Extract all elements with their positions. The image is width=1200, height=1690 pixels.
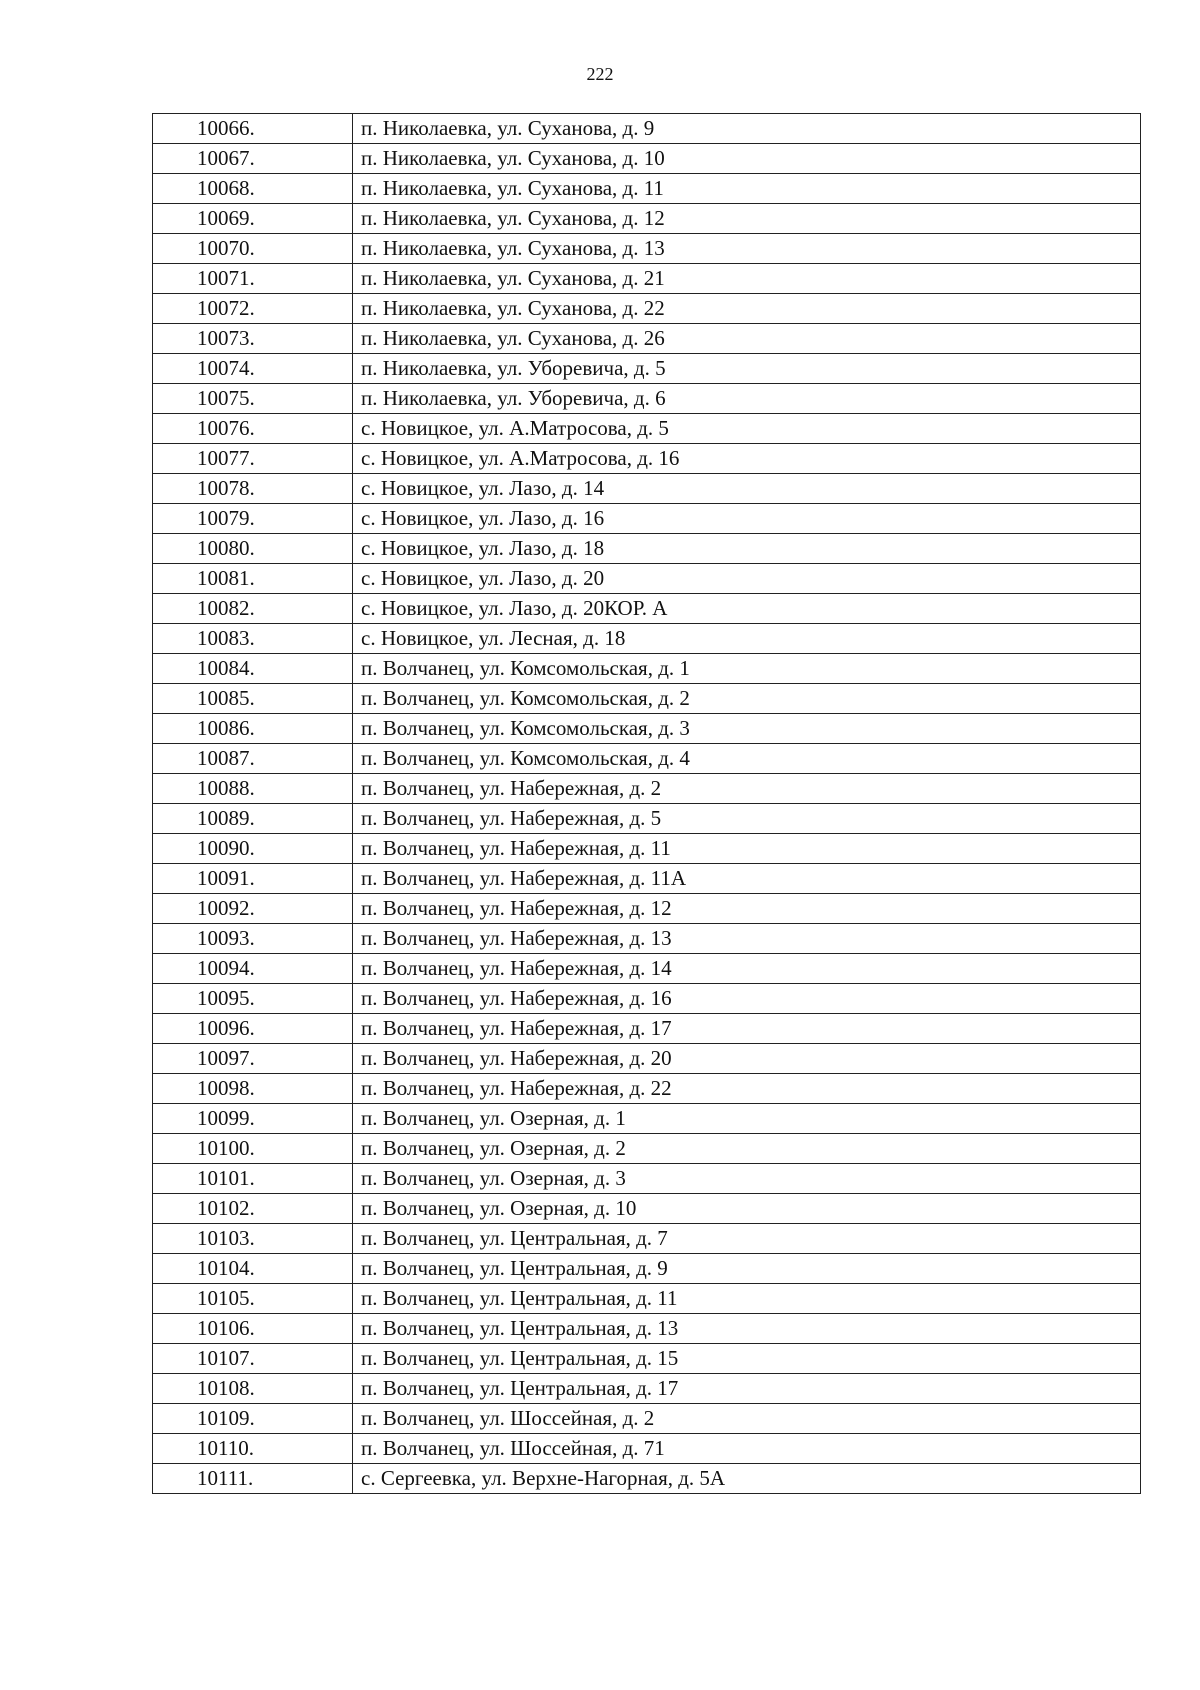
row-number-cell: 10074. — [153, 354, 353, 384]
table-row — [153, 1104, 1141, 1134]
row-number-cell: 10093. — [153, 924, 353, 954]
address-cell: п. Волчанец, ул. Шоссейная, д. 2 — [353, 1404, 1141, 1434]
row-number-cell: 10070. — [153, 234, 353, 264]
address-cell: п. Волчанец, ул. Озерная, д. 3 — [353, 1164, 1141, 1194]
table-row — [153, 654, 1141, 684]
address-cell: п. Николаевка, ул. Суханова, д. 12 — [353, 204, 1141, 234]
row-number-cell: 10105. — [153, 1284, 353, 1314]
address-cell: п. Волчанец, ул. Комсомольская, д. 4 — [353, 744, 1141, 774]
address-table — [152, 113, 1141, 1494]
row-number-cell: 10100. — [153, 1134, 353, 1164]
table-row — [153, 1074, 1141, 1104]
table-row — [153, 1314, 1141, 1344]
row-number-cell: 10091. — [153, 864, 353, 894]
table-row — [153, 264, 1141, 294]
table-row — [153, 534, 1141, 564]
address-cell: п. Николаевка, ул. Суханова, д. 26 — [353, 324, 1141, 354]
address-cell: с. Сергеевка, ул. Верхне-Нагорная, д. 5А — [353, 1464, 1141, 1494]
address-cell: п. Волчанец, ул. Набережная, д. 5 — [353, 804, 1141, 834]
row-number-cell: 10104. — [153, 1254, 353, 1284]
table-row — [153, 924, 1141, 954]
table-row — [153, 474, 1141, 504]
table-row — [153, 564, 1141, 594]
table-row — [153, 414, 1141, 444]
table-row — [153, 384, 1141, 414]
row-number-cell: 10095. — [153, 984, 353, 1014]
address-cell: с. Новицкое, ул. А.Матросова, д. 16 — [353, 444, 1141, 474]
row-number-cell: 10098. — [153, 1074, 353, 1104]
address-cell: п. Волчанец, ул. Набережная, д. 13 — [353, 924, 1141, 954]
address-cell: с. Новицкое, ул. А.Матросова, д. 5 — [353, 414, 1141, 444]
address-cell: п. Волчанец, ул. Набережная, д. 17 — [353, 1014, 1141, 1044]
row-number-cell: 10066. — [153, 114, 353, 144]
address-cell: с. Новицкое, ул. Лазо, д. 18 — [353, 534, 1141, 564]
address-cell: п. Волчанец, ул. Центральная, д. 17 — [353, 1374, 1141, 1404]
row-number-cell: 10080. — [153, 534, 353, 564]
row-number-cell: 10073. — [153, 324, 353, 354]
address-cell: п. Волчанец, ул. Центральная, д. 15 — [353, 1344, 1141, 1374]
address-cell: п. Волчанец, ул. Шоссейная, д. 71 — [353, 1434, 1141, 1464]
row-number-cell: 10092. — [153, 894, 353, 924]
address-cell: с. Новицкое, ул. Лазо, д. 16 — [353, 504, 1141, 534]
row-number-cell: 10075. — [153, 384, 353, 414]
address-cell: п. Волчанец, ул. Набережная, д. 11А — [353, 864, 1141, 894]
table-row — [153, 114, 1141, 144]
row-number-cell: 10087. — [153, 744, 353, 774]
table-row — [153, 894, 1141, 924]
table-row — [153, 294, 1141, 324]
row-number-cell: 10068. — [153, 174, 353, 204]
table-row — [153, 504, 1141, 534]
address-cell: п. Николаевка, ул. Уборевича, д. 5 — [353, 354, 1141, 384]
table-row — [153, 834, 1141, 864]
address-cell: п. Николаевка, ул. Суханова, д. 11 — [353, 174, 1141, 204]
address-cell: п. Николаевка, ул. Суханова, д. 10 — [353, 144, 1141, 174]
row-number-cell: 10079. — [153, 504, 353, 534]
table-row — [153, 1284, 1141, 1314]
table-row — [153, 1464, 1141, 1494]
row-number-cell: 10110. — [153, 1434, 353, 1464]
table-row — [153, 144, 1141, 174]
row-number-cell: 10078. — [153, 474, 353, 504]
address-cell: с. Новицкое, ул. Лазо, д. 20КОР. А — [353, 594, 1141, 624]
address-table-body — [153, 114, 1141, 1494]
row-number-cell: 10067. — [153, 144, 353, 174]
table-row — [153, 1134, 1141, 1164]
address-cell: п. Волчанец, ул. Озерная, д. 2 — [353, 1134, 1141, 1164]
row-number-cell: 10106. — [153, 1314, 353, 1344]
row-number-cell: 10085. — [153, 684, 353, 714]
row-number-cell: 10076. — [153, 414, 353, 444]
table-row — [153, 1344, 1141, 1374]
row-number-cell: 10086. — [153, 714, 353, 744]
table-row — [153, 744, 1141, 774]
table-row — [153, 1044, 1141, 1074]
address-cell: п. Волчанец, ул. Набережная, д. 2 — [353, 774, 1141, 804]
address-cell: п. Николаевка, ул. Суханова, д. 9 — [353, 114, 1141, 144]
address-cell: п. Волчанец, ул. Центральная, д. 13 — [353, 1314, 1141, 1344]
table-row — [153, 1434, 1141, 1464]
row-number-cell: 10108. — [153, 1374, 353, 1404]
row-number-cell: 10081. — [153, 564, 353, 594]
row-number-cell: 10088. — [153, 774, 353, 804]
address-cell: п. Волчанец, ул. Центральная, д. 9 — [353, 1254, 1141, 1284]
table-row — [153, 204, 1141, 234]
address-cell: с. Новицкое, ул. Лазо, д. 20 — [353, 564, 1141, 594]
table-row — [153, 714, 1141, 744]
row-number-cell: 10111. — [153, 1464, 353, 1494]
address-cell: п. Волчанец, ул. Набережная, д. 14 — [353, 954, 1141, 984]
address-cell: с. Новицкое, ул. Лазо, д. 14 — [353, 474, 1141, 504]
table-row — [153, 1404, 1141, 1434]
row-number-cell: 10101. — [153, 1164, 353, 1194]
row-number-cell: 10099. — [153, 1104, 353, 1134]
row-number-cell: 10071. — [153, 264, 353, 294]
address-cell: п. Волчанец, ул. Центральная, д. 11 — [353, 1284, 1141, 1314]
row-number-cell: 10090. — [153, 834, 353, 864]
page-number: 222 — [586, 64, 614, 84]
address-cell: п. Николаевка, ул. Суханова, д. 13 — [353, 234, 1141, 264]
table-row — [153, 1014, 1141, 1044]
address-cell: п. Волчанец, ул. Озерная, д. 1 — [353, 1104, 1141, 1134]
table-row — [153, 324, 1141, 354]
row-number-cell: 10102. — [153, 1194, 353, 1224]
address-cell: п. Волчанец, ул. Набережная, д. 12 — [353, 894, 1141, 924]
address-cell: п. Волчанец, ул. Набережная, д. 20 — [353, 1044, 1141, 1074]
table-row — [153, 1164, 1141, 1194]
row-number-cell: 10096. — [153, 1014, 353, 1044]
address-cell: п. Волчанец, ул. Набережная, д. 16 — [353, 984, 1141, 1014]
address-cell: п. Волчанец, ул. Комсомольская, д. 1 — [353, 654, 1141, 684]
row-number-cell: 10089. — [153, 804, 353, 834]
table-row — [153, 864, 1141, 894]
table-row — [153, 954, 1141, 984]
row-number-cell: 10097. — [153, 1044, 353, 1074]
table-row — [153, 1194, 1141, 1224]
address-cell: п. Волчанец, ул. Озерная, д. 10 — [353, 1194, 1141, 1224]
address-cell: п. Волчанец, ул. Комсомольская, д. 2 — [353, 684, 1141, 714]
row-number-cell: 10109. — [153, 1404, 353, 1434]
row-number-cell: 10082. — [153, 594, 353, 624]
address-cell: п. Николаевка, ул. Суханова, д. 22 — [353, 294, 1141, 324]
table-row — [153, 1224, 1141, 1254]
table-row — [153, 624, 1141, 654]
row-number-cell: 10072. — [153, 294, 353, 324]
table-row — [153, 684, 1141, 714]
table-row — [153, 234, 1141, 264]
address-cell: п. Николаевка, ул. Суханова, д. 21 — [353, 264, 1141, 294]
table-row — [153, 804, 1141, 834]
address-cell: п. Волчанец, ул. Комсомольская, д. 3 — [353, 714, 1141, 744]
table-row — [153, 774, 1141, 804]
address-cell: с. Новицкое, ул. Лесная, д. 18 — [353, 624, 1141, 654]
row-number-cell: 10103. — [153, 1224, 353, 1254]
row-number-cell: 10069. — [153, 204, 353, 234]
address-cell: п. Николаевка, ул. Уборевича, д. 6 — [353, 384, 1141, 414]
address-cell: п. Волчанец, ул. Центральная, д. 7 — [353, 1224, 1141, 1254]
table-row — [153, 594, 1141, 624]
row-number-cell: 10094. — [153, 954, 353, 984]
table-row — [153, 444, 1141, 474]
table-row — [153, 1254, 1141, 1284]
row-number-cell: 10084. — [153, 654, 353, 684]
row-number-cell: 10083. — [153, 624, 353, 654]
table-row — [153, 984, 1141, 1014]
table-row — [153, 174, 1141, 204]
address-cell: п. Волчанец, ул. Набережная, д. 11 — [353, 834, 1141, 864]
row-number-cell: 10107. — [153, 1344, 353, 1374]
table-row — [153, 354, 1141, 384]
table-row — [153, 1374, 1141, 1404]
address-cell: п. Волчанец, ул. Набережная, д. 22 — [353, 1074, 1141, 1104]
row-number-cell: 10077. — [153, 444, 353, 474]
